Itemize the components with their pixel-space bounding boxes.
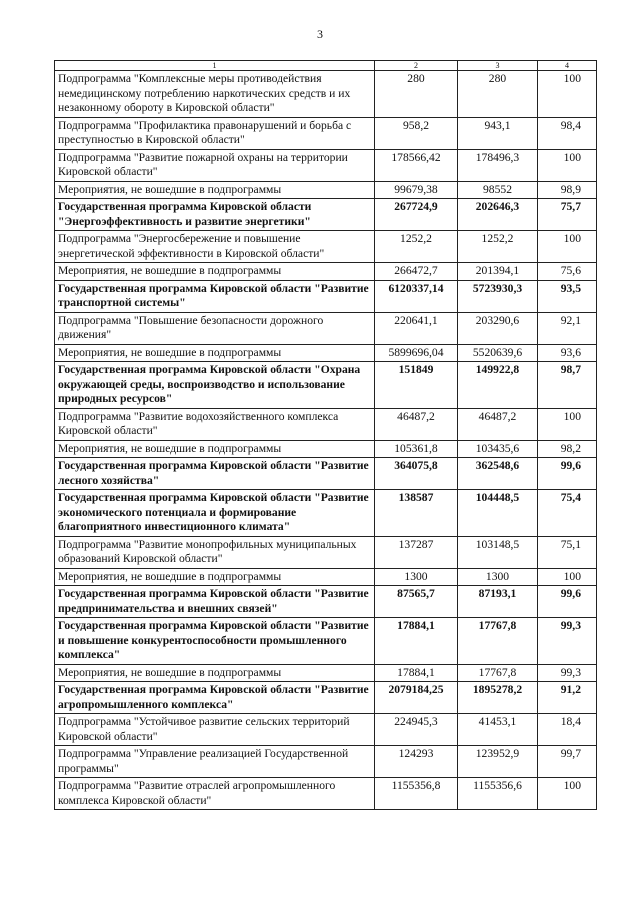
planned-amount-cell: 6120337,14 <box>375 280 458 312</box>
column-header-1: 1 <box>55 61 375 71</box>
row-name-cell: Мероприятия, не вошедшие в подпрограммы <box>55 344 375 362</box>
row-name-cell: Подпрограмма "Развитие пожарной охраны на территории Кировской области" <box>55 149 375 181</box>
row-name-cell: Государственная программа Кировской области "Развитие транспортной системы" <box>55 280 375 312</box>
execution-percent-cell: 75,6 <box>538 263 597 281</box>
row-name-cell: Подпрограмма "Управление реализацией Государственной программы" <box>55 746 375 778</box>
planned-amount-cell: 280 <box>375 71 458 118</box>
execution-percent-cell: 99,3 <box>538 618 597 665</box>
actual-amount-cell: 123952,9 <box>458 746 538 778</box>
execution-percent-cell: 93,5 <box>538 280 597 312</box>
planned-amount-cell: 5899696,04 <box>375 344 458 362</box>
program-row <box>55 618 597 665</box>
actual-amount-cell: 5723930,3 <box>458 280 538 312</box>
planned-amount-cell: 124293 <box>375 746 458 778</box>
actual-amount-cell: 17767,8 <box>458 618 538 665</box>
table-header-row <box>55 61 597 71</box>
table-body <box>55 61 597 810</box>
column-header-4: 4 <box>538 61 597 71</box>
program-row <box>55 490 597 537</box>
row-name-cell: Государственная программа Кировской области "Развитие экономического потенциала и формирование благоприятного инвестиционного климата" <box>55 490 375 537</box>
actual-amount-cell: 5520639,6 <box>458 344 538 362</box>
subprogram-row <box>55 344 597 362</box>
planned-amount-cell: 17884,1 <box>375 664 458 682</box>
actual-amount-cell: 98552 <box>458 181 538 199</box>
row-name-cell: Мероприятия, не вошедшие в подпрограммы <box>55 181 375 199</box>
row-name-cell: Подпрограмма "Энергосбережение и повышение энергетической эффективности в Кировской области" <box>55 231 375 263</box>
program-row <box>55 199 597 231</box>
execution-percent-cell: 100 <box>538 149 597 181</box>
actual-amount-cell: 362548,6 <box>458 458 538 490</box>
subprogram-row <box>55 149 597 181</box>
actual-amount-cell: 104448,5 <box>458 490 538 537</box>
execution-percent-cell: 18,4 <box>538 714 597 746</box>
row-name-cell: Мероприятия, не вошедшие в подпрограммы <box>55 664 375 682</box>
program-row <box>55 682 597 714</box>
actual-amount-cell: 943,1 <box>458 117 538 149</box>
actual-amount-cell: 280 <box>458 71 538 118</box>
row-name-cell: Мероприятия, не вошедшие в подпрограммы <box>55 568 375 586</box>
planned-amount-cell: 224945,3 <box>375 714 458 746</box>
execution-percent-cell: 100 <box>538 231 597 263</box>
planned-amount-cell: 178566,42 <box>375 149 458 181</box>
budget-execution-table <box>54 60 597 810</box>
planned-amount-cell: 138587 <box>375 490 458 537</box>
row-name-cell: Подпрограмма "Развитие отраслей агропромышленного комплекса Кировской области" <box>55 778 375 810</box>
actual-amount-cell: 1155356,6 <box>458 778 538 810</box>
planned-amount-cell: 137287 <box>375 536 458 568</box>
subprogram-row <box>55 664 597 682</box>
execution-percent-cell: 92,1 <box>538 312 597 344</box>
execution-percent-cell: 91,2 <box>538 682 597 714</box>
planned-amount-cell: 364075,8 <box>375 458 458 490</box>
actual-amount-cell: 103435,6 <box>458 440 538 458</box>
page-number: 3 <box>317 27 323 41</box>
row-name-cell: Подпрограмма "Развитие монопрофильных муниципальных образований Кировской области" <box>55 536 375 568</box>
subprogram-row <box>55 71 597 118</box>
planned-amount-cell: 2079184,25 <box>375 682 458 714</box>
planned-amount-cell: 99679,38 <box>375 181 458 199</box>
actual-amount-cell: 1300 <box>458 568 538 586</box>
planned-amount-cell: 266472,7 <box>375 263 458 281</box>
subprogram-row <box>55 117 597 149</box>
execution-percent-cell: 99,6 <box>538 586 597 618</box>
subprogram-row <box>55 312 597 344</box>
planned-amount-cell: 1155356,8 <box>375 778 458 810</box>
execution-percent-cell: 100 <box>538 568 597 586</box>
planned-amount-cell: 17884,1 <box>375 618 458 665</box>
actual-amount-cell: 178496,3 <box>458 149 538 181</box>
row-name-cell: Государственная программа Кировской области "Развитие и повышение конкурентоспособности промышленного комплекса" <box>55 618 375 665</box>
actual-amount-cell: 17767,8 <box>458 664 538 682</box>
actual-amount-cell: 201394,1 <box>458 263 538 281</box>
planned-amount-cell: 105361,8 <box>375 440 458 458</box>
actual-amount-cell: 41453,1 <box>458 714 538 746</box>
planned-amount-cell: 220641,1 <box>375 312 458 344</box>
planned-amount-cell: 151849 <box>375 362 458 409</box>
execution-percent-cell: 100 <box>538 71 597 118</box>
planned-amount-cell: 1252,2 <box>375 231 458 263</box>
execution-percent-cell: 99,3 <box>538 664 597 682</box>
actual-amount-cell: 149922,8 <box>458 362 538 409</box>
execution-percent-cell: 98,7 <box>538 362 597 409</box>
execution-percent-cell: 100 <box>538 778 597 810</box>
column-header-2: 2 <box>375 61 458 71</box>
row-name-cell: Государственная программа Кировской области "Охрана окружающей среды, воспроизводство и использование природных ресурсов" <box>55 362 375 409</box>
subprogram-row <box>55 714 597 746</box>
execution-percent-cell: 100 <box>538 408 597 440</box>
execution-percent-cell: 98,9 <box>538 181 597 199</box>
planned-amount-cell: 87565,7 <box>375 586 458 618</box>
execution-percent-cell: 99,7 <box>538 746 597 778</box>
column-header-3: 3 <box>458 61 538 71</box>
planned-amount-cell: 958,2 <box>375 117 458 149</box>
program-row <box>55 586 597 618</box>
row-name-cell: Подпрограмма "Развитие водохозяйственного комплекса Кировской области" <box>55 408 375 440</box>
subprogram-row <box>55 181 597 199</box>
execution-percent-cell: 99,6 <box>538 458 597 490</box>
row-name-cell: Государственная программа Кировской области "Развитие агропромышленного комплекса" <box>55 682 375 714</box>
actual-amount-cell: 203290,6 <box>458 312 538 344</box>
actual-amount-cell: 1895278,2 <box>458 682 538 714</box>
planned-amount-cell: 46487,2 <box>375 408 458 440</box>
row-name-cell: Подпрограмма "Повышение безопасности дорожного движения" <box>55 312 375 344</box>
row-name-cell: Государственная программа Кировской области "Развитие лесного хозяйства" <box>55 458 375 490</box>
subprogram-row <box>55 778 597 810</box>
program-row <box>55 280 597 312</box>
subprogram-row <box>55 231 597 263</box>
subprogram-row <box>55 746 597 778</box>
row-name-cell: Мероприятия, не вошедшие в подпрограммы <box>55 440 375 458</box>
row-name-cell: Подпрограмма "Профилактика правонарушений и борьба с преступностью в Кировской области" <box>55 117 375 149</box>
planned-amount-cell: 1300 <box>375 568 458 586</box>
actual-amount-cell: 1252,2 <box>458 231 538 263</box>
row-name-cell: Государственная программа Кировской области "Развитие предпринимательства и внешних связей" <box>55 586 375 618</box>
execution-percent-cell: 93,6 <box>538 344 597 362</box>
subprogram-row <box>55 440 597 458</box>
subprogram-row <box>55 263 597 281</box>
execution-percent-cell: 75,4 <box>538 490 597 537</box>
actual-amount-cell: 103148,5 <box>458 536 538 568</box>
execution-percent-cell: 98,4 <box>538 117 597 149</box>
program-row <box>55 362 597 409</box>
actual-amount-cell: 46487,2 <box>458 408 538 440</box>
row-name-cell: Подпрограмма "Устойчивое развитие сельских территорий Кировской области" <box>55 714 375 746</box>
actual-amount-cell: 202646,3 <box>458 199 538 231</box>
actual-amount-cell: 87193,1 <box>458 586 538 618</box>
subprogram-row <box>55 536 597 568</box>
row-name-cell: Подпрограмма "Комплексные меры противодействия немедицинскому потреблению наркотических средств и их незаконному обороту в Кировской области" <box>55 71 375 118</box>
program-row <box>55 458 597 490</box>
row-name-cell: Государственная программа Кировской области "Энергоэффективность и развитие энергетики" <box>55 199 375 231</box>
execution-percent-cell: 75,7 <box>538 199 597 231</box>
execution-percent-cell: 75,1 <box>538 536 597 568</box>
subprogram-row <box>55 568 597 586</box>
row-name-cell: Мероприятия, не вошедшие в подпрограммы <box>55 263 375 281</box>
planned-amount-cell: 267724,9 <box>375 199 458 231</box>
subprogram-row <box>55 408 597 440</box>
execution-percent-cell: 98,2 <box>538 440 597 458</box>
